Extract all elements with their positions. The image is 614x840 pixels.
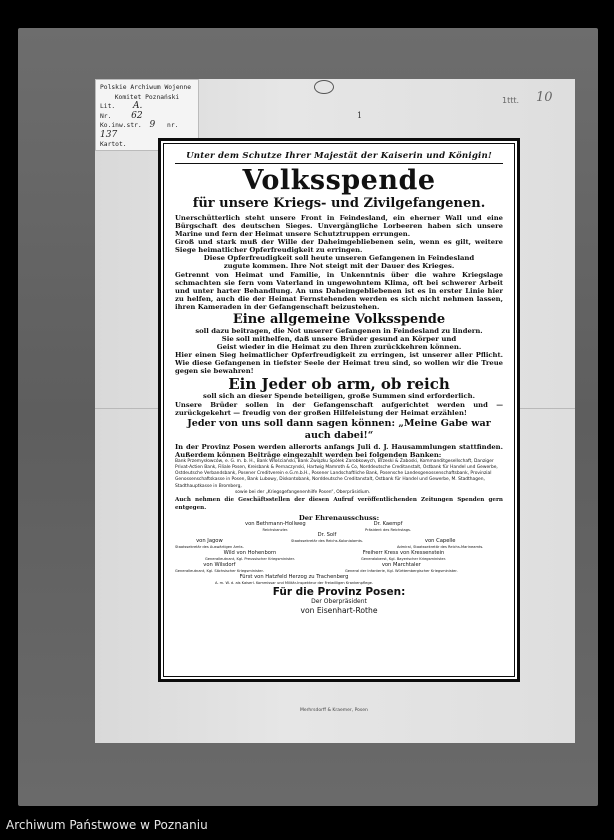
label-line-1: Polskie Archiwum Wojenne [100, 84, 191, 91]
paragraph-help: soll dazu beitragen, die Not unserer Gefangenen in Feindesland zu lindern. [195, 326, 483, 335]
paragraph-newspapers: Auch nehmen die Geschäftsstellen der diesen Aufruf veröffentlichenden Zeitungen Spenden gern entgegen. [175, 496, 503, 511]
label-kol-value: 9 [149, 120, 156, 130]
paragraph-collections: In der Provinz Posen werden allerorts anfangs Juli d. J. Hausammlungen stattfinden. Außerdem können Beiträge eingezahlt werden bei folgenden Banken: [175, 442, 503, 459]
paragraph-return: Unsere Brüder sollen in der Gefangenschaft aufgerichtet werden und — zurückgekehrt — freudig von der großen Hilfeleistung der Heimat erzählen! [175, 400, 503, 417]
corner-page-number: 10 [536, 90, 553, 105]
archive-label: Archiwum Państwowe w Poznaniu [6, 818, 208, 832]
stamp-number: 1ttt. [502, 96, 520, 105]
paragraph-brothers-2: Geist wieder in die Heimat zu den Ihren zurückkehren können. [216, 343, 462, 352]
label-nr-value: 62 [131, 110, 143, 121]
paragraph-sacrifice-2: zugute kommen. Ihre Not steigt mit der Dauer des Krieges. [223, 262, 455, 271]
poster-top-line: Unter dem Schutze Ihrer Majestät der Kaiserin und Königin! [175, 151, 503, 164]
pencil-circle-mark [314, 80, 334, 94]
paragraph-separated: Getrennt von Heimat und Familie, in Unkenntnis über die wahre Kriegslage schmachten sie fern vom Vaterland in ungewohntem Klima, oft bei schwerer Arbeit und unter harter Behandlung. An uns Daheimgebliebenen ist es in erster Linie hier zu helfen, auch die der Heimat Fernstehenden werden es sich nicht nehmen lassen, ihren Kameraden in der Gefangenschaft beizustehen. [175, 270, 503, 311]
poster-title: Volksspende [242, 165, 436, 196]
footer-signatory: von Eisenhart-Rothe [300, 605, 378, 615]
committee-member: Freiherr Kress von Kressenstein Generaloberst, Kgl. Bayerischer Kriegsminister. [361, 550, 447, 561]
poster-subtitle: für unsere Kriegs- und Zivilgefangenen. [192, 196, 486, 211]
poster [158, 138, 520, 682]
printer-imprint: Merhrsdorff & Kraemer, Posen [300, 708, 368, 713]
committee-member: Wild von Hohenborn Generalleutnant, Kgl. Preussischer Kriegsminister. [205, 550, 295, 561]
committee-list [175, 522, 503, 618]
committee-member: Dr. Kaempf Präsident des Reichstags. [365, 521, 412, 532]
label-lit-value: A. [132, 101, 143, 111]
heading-volksspende: Eine allgemeine Volksspende [232, 311, 446, 327]
paragraph-sums: soll sich an dieser Spende beteiligen, große Summen sind erforderlich. [203, 392, 475, 401]
paragraph-front: Unerschütterlich steht unsere Front in Feindesland, ein eherner Wall und eine Bürgschaft des deutschen Sieges. Unvergängliche Lorbeeren haben sich unsere Marine und fern der Heimat unsere Schutztruppen errungen. [175, 214, 503, 239]
committee-member: Dr. Solf Staatssekretär des Reichs-Kolonialamts. [291, 532, 364, 543]
committee-member: von Wilsdorf Generalleutnant, Kgl. Sächsischer Kriegsminister. [175, 562, 264, 573]
committee-member: von Capelle Admiral, Staatssekretär des Reichs-Marineamts. [397, 538, 484, 549]
slogan-gabe: Jeder von uns soll dann sagen können: „Meine Gabe war auch dabei!“ [187, 417, 491, 441]
committee-member: von Marchtaler General der Infanterie, Kgl. Württembergischer Kriegsminister. [345, 562, 458, 573]
footer-heading: Für die Provinz Posen: [272, 586, 406, 599]
paragraph-duty: Hier einen Sieg heimatlicher Opferfreudigkeit zu erringen, ist unserer aller Pflicht. Wie diese Gefangenen in tiefster Seele der Heimat treu sind, so wollen wir die Treue gegen sie bewahren! [175, 351, 503, 376]
bank-list: Bank Przemysłowców, e. G. m. b. H., Bank Włościański, Bank Związku Spółek Zarobkowych, Brzeski & Żaboski, Kommanditgesellschaft, Danziger Privat-Actien Bank, Filiale Posen, Kreisbank & Pernaczynski, Hartwig Mamroth & Co, Norddeutsche Creditanstalt, Ostbank für Handel und Gewerbe, Ostdeutsche Verbandsbank, Posener Creditverein e.G.m.b.H., Posener Landschaftliche Bank, Posensche Landesgenossenschaftsbank, Provinzial Genossenschaftskasse in Posen, Bank Lubowy, Diskontobank, Norddeutsche Creditanstalt, Ostbank für Handel und Gewerbe, M. Stadthagen, Stadthauptkasse in Bromberg, [175, 458, 498, 489]
committee-heading: Der Ehrenausschuss: [298, 514, 380, 523]
label-nr2-value: 137 [100, 129, 118, 140]
committee-member: Fürst von Hatzfeld Herzog zu Trachenberg A. m. W. d. als Kaiserl. Kommissar und Militär-Inspekteur der Freiwilligen Krankenpflege. [215, 574, 373, 585]
bank-list-tail: sowie bei der „Kriegsgefangenenhilfe Posen“, Oberpräsidium. [235, 489, 371, 495]
label-kartot: Kartot. [100, 141, 127, 148]
paragraph-brothers-1: Sie soll mithelfen, daß unsere Brüder gesund an Körper und [221, 334, 457, 343]
pencil-mark: 1 [357, 111, 363, 120]
paragraph-sacrifice-1: Diese Opferfreudigkeit soll heute unseren Gefangenen in Feindesland [203, 254, 475, 263]
label-lit-row: Lit. A. [100, 101, 143, 111]
label-nr-row: Nr. 62 [100, 110, 143, 121]
committee-member: von Jagow Staatssekretär des Auswärtigen Amts. [175, 538, 244, 549]
footer-subtitle: Der Oberpräsident [311, 598, 367, 606]
label-line-2: Komitet Poznański [114, 93, 180, 101]
paragraph-will: Groß und stark muß der Wille der Daheimgebliebenen sein, wenn es gilt, weitere Siege heimatlicher Opferfreudigkeit zu erringen. [175, 238, 503, 255]
label-kol-row: Ko.inw.str. 9 nr. 137 [100, 120, 179, 140]
committee-member: von Bethmann-Hollweg Reichskanzler. [245, 521, 306, 532]
heading-jeder: Ein Jeder ob arm, ob reich [228, 375, 450, 394]
